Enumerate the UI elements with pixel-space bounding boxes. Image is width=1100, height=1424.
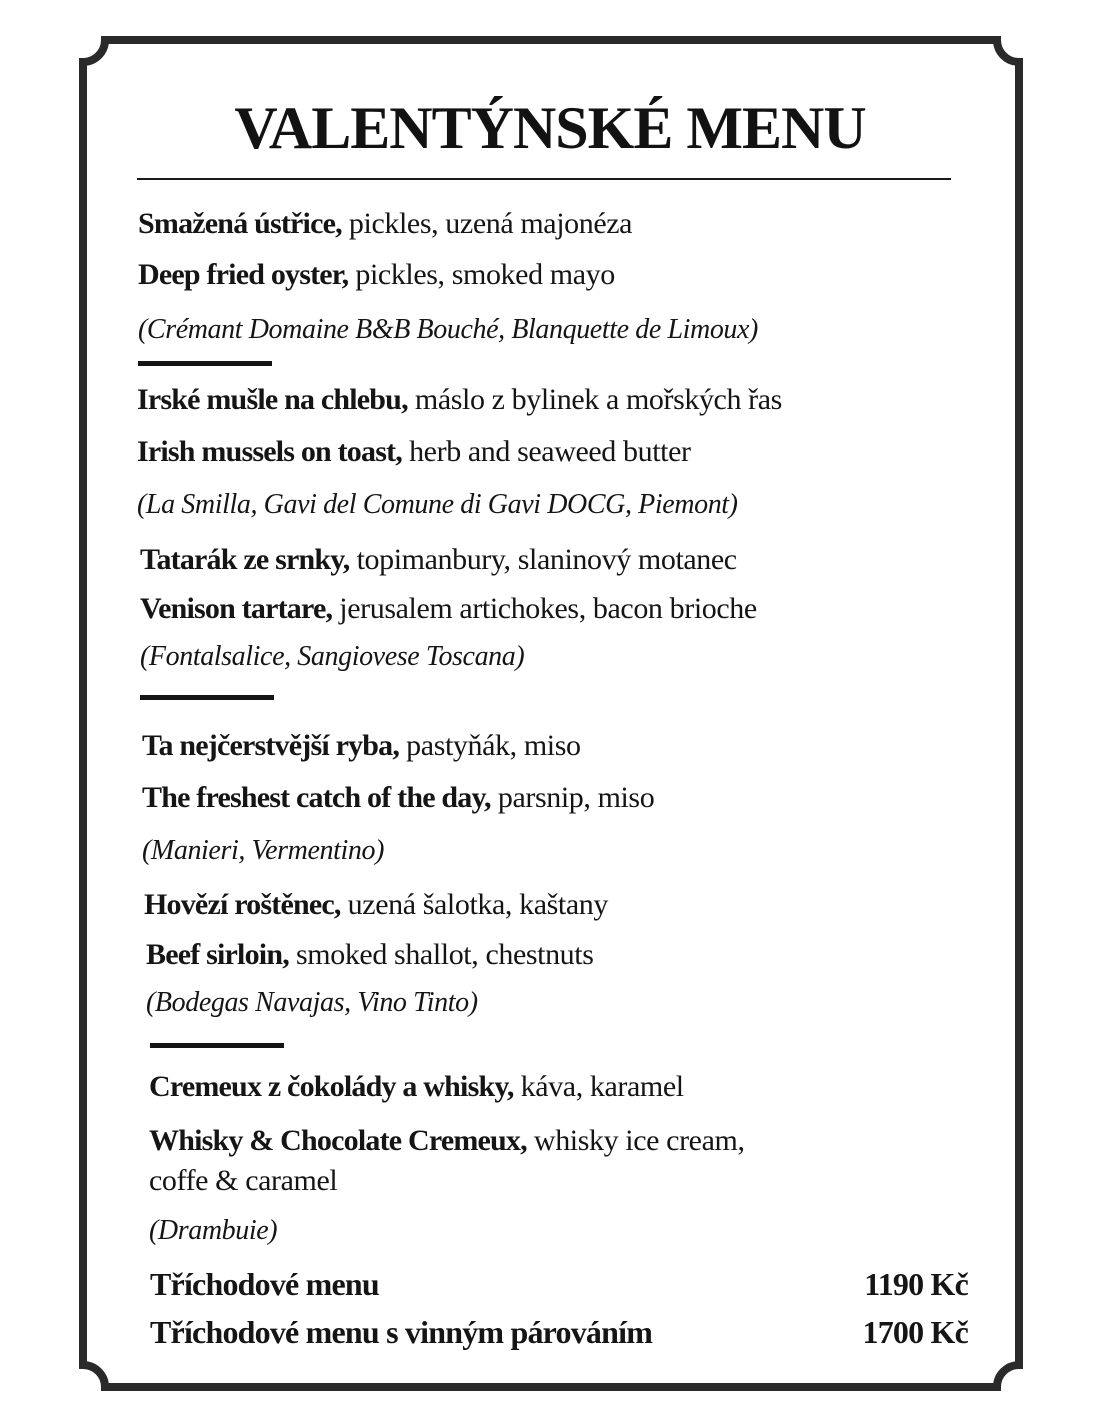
dish-description: topimanbury, slaninový motanec xyxy=(349,543,737,576)
wine-pairing: (Bodegas Navajas, Vino Tinto) xyxy=(146,987,478,1018)
dish-name: Irish mussels on toast, xyxy=(137,435,402,468)
dish-name: Hovězí roštěnec, xyxy=(144,888,341,921)
dish-description: whisky ice cream, xyxy=(526,1124,745,1157)
dish-name: Smažená ústřice, xyxy=(138,207,342,240)
dish-description: uzená šalotka, kaštany xyxy=(340,888,608,921)
dish-description: pickles, smoked mayo xyxy=(348,258,615,291)
dish-description: pickles, uzená majonéza xyxy=(341,207,633,240)
course-1-en xyxy=(138,257,615,293)
dish-description: máslo z bylinek a mořských řas xyxy=(407,383,782,416)
dish-name: Whisky & Chocolate Cremeux, xyxy=(149,1124,527,1157)
menu-title: VALENTÝNSKÉ MENU xyxy=(234,95,866,161)
dish-description: káva, karamel xyxy=(513,1070,684,1103)
course-3-cz xyxy=(140,542,737,578)
course-6-en xyxy=(149,1123,745,1159)
course-4-en xyxy=(142,780,654,816)
section-divider xyxy=(138,361,272,366)
dish-description: herb and seaweed butter xyxy=(401,435,691,468)
menu-option-price: 1700 Kč xyxy=(862,1314,968,1350)
course-4-cz xyxy=(142,728,581,764)
course-6-cz xyxy=(149,1069,684,1105)
dish-name: Irské mušle na chlebu, xyxy=(137,383,408,416)
section-divider xyxy=(140,695,274,700)
course-1-cz xyxy=(138,206,632,242)
course-5-en xyxy=(146,937,594,973)
course-2-en xyxy=(137,434,691,470)
course-3-en xyxy=(140,591,757,627)
wine-pairing: (La Smilla, Gavi del Comune di Gavi DOCG, Piemont) xyxy=(137,489,738,520)
course-6-en-continued: coffe & caramel xyxy=(149,1164,338,1197)
dish-name: Beef sirloin, xyxy=(146,938,289,971)
wine-pairing: (Drambuie) xyxy=(149,1215,278,1246)
dish-name: Tatarák ze srnky, xyxy=(140,543,350,576)
dish-description: pastyňák, miso xyxy=(399,729,581,762)
title-divider xyxy=(137,178,951,180)
dish-description: jerusalem artichokes, bacon brioche xyxy=(332,592,757,625)
menu-option-label: Tříchodové menu s vinným párováním xyxy=(150,1314,653,1350)
menu-option-label: Tříchodové menu xyxy=(150,1266,379,1302)
dish-name: The freshest catch of the day, xyxy=(142,781,491,814)
dish-name: Ta nejčerstvější ryba, xyxy=(142,729,400,762)
course-2-cz xyxy=(137,382,782,418)
section-divider xyxy=(150,1043,284,1048)
dish-name: Deep fried oyster, xyxy=(138,258,349,291)
wine-pairing: (Crémant Domaine B&B Bouché, Blanquette de Limoux) xyxy=(138,314,758,345)
dish-name: Cremeux z čokolády a whisky, xyxy=(149,1070,514,1103)
wine-pairing: (Manieri, Vermentino) xyxy=(142,835,384,866)
menu-option-price: 1190 Kč xyxy=(864,1266,968,1302)
dish-description: smoked shallot, chestnuts xyxy=(288,938,594,971)
dish-description: parsnip, miso xyxy=(490,781,655,814)
dish-name: Venison tartare, xyxy=(140,592,333,625)
wine-pairing: (Fontalsalice, Sangiovese Toscana) xyxy=(140,641,525,672)
course-5-cz xyxy=(144,887,608,923)
